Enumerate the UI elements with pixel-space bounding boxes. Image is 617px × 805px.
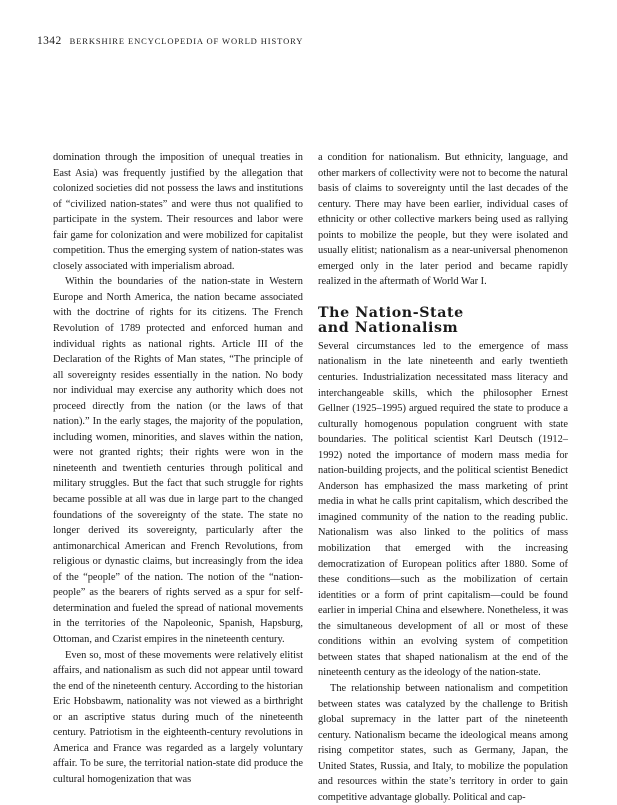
body-paragraph: domination through the imposition of unequal treaties in East Asia) was frequently justified by the allegation that colonized societies did not possess the laws and institutions of “civilized nation-states” and were thus not qualified to participate in the system. Their resources and labor were fair game for colonization and were mobilized for capitalist competition. Thus the emerging system of nation-states was closely associated with imperialism abroad. bbox=[53, 152, 303, 272]
running-title: BERKSHIRE ENCYCLOPEDIA OF WORLD HISTORY bbox=[69, 36, 304, 46]
body-paragraph: a condition for nationalism. But ethnicity, language, and other markers of collectivity were not to become the natural basis of claims to sovereignty until the last decades of the century. There may have been earlier, individual cases of ethnicity or other collective markers being used as rallying points to mobilize the people, but they were isolated and usually elitist; nationalism as a near-universal phenomenon emerged only in the later period and became rapidly realized in the aftermath of World War I. bbox=[318, 152, 568, 288]
section-heading-line: and Nationalism bbox=[318, 320, 459, 337]
page-number: 1342 bbox=[37, 35, 62, 47]
running-head bbox=[37, 35, 582, 47]
section-heading-line: The Nation-State bbox=[318, 304, 464, 321]
body-paragraph: Even so, most of these movements were relatively elitist affairs, and nationalism as such did not appear until toward the end of the nineteenth century. According to the historian Eric Hobsbawm, nationality was not viewed as a birthright or an ascriptive status during much of the nineteenth century. Patriotism in the eighteenth-century revolutions in America and France was regarded as a largely voluntary affair. To be sure, the territorial nation-state did produce the cultural homogenization that was bbox=[53, 649, 303, 785]
body-paragraph: The relationship between nationalism and competition between states was catalyzed by the challenge to British global supremacy in the latter part of the nineteenth century. Nationalism became the ideological means among rising competitor states, such as Germany, Japan, the United States, Russia, and Italy, to mobilize the population and resources within the state’s territory in order to gain competitive advantage globally. Political and cap- bbox=[318, 682, 568, 803]
right-column bbox=[318, 150, 568, 805]
body-paragraph: Within the boundaries of the nation-state in Western Europe and North America, the nation became associated with the doctrine of rights for its citizens. The French Revolution of 1789 protected and enforced human and individual rights as national rights. Article III of the Declaration of the Rights of Man states, “The principle of all sovereignty resides essentially in the nation. No body nor individual may exercise any authority which does not proceed directly from the nation (or the laws of that nation).” In the early stages, the majority of the population, including women, minorities, and slaves within the nation, were not granted rights; their rights were won in the nineteenth and twentieth centuries through political and military struggles. But the fact that such struggle for rights became possible at all was due in large part to the changed foundations of the sovereignty of the state. The state no longer derived its sovereignty, particularly after the antimonarchical American and French Revolutions, from religious or dynastic claims, but increasingly from the idea of the “people” of the nation. The notion of the “nation-people” as the bearers of rights served as a spur for self-determination and fueled the spread of national movements in the territories of the Napoleonic, Spanish, Hapsburg, Ottoman, and Czarist empires in the nineteenth century. bbox=[53, 276, 303, 645]
body-paragraph: Several circumstances led to the emergence of mass nationalism in the late nineteenth and early twentieth centuries. Industrialization necessitated mass literacy and interchangeable skills, which the philosopher Ernest Gellner (1925–1995) argued required the state to produce a culturally homogenous population congruent with state boundaries. The political scientist Karl Deutsch (1912–1992) noted the importance of modern mass media for nation-building projects, and the political scientist Benedict Anderson has emphasized the mass marketing of print media in what he calls print capitalism, which described the imagined community of the nation to the reading public. Nationalism was also linked to the politics of mass mobilization that emerged with the increasing democratization of European politics after 1880. Some of these conditions—such as the mobilization of certain identities or a form of print capitalism—could be found earlier in imperial China and elsewhere. Nonetheless, it was the simultaneous development of all or most of these conditions within an evolving system of competition between states that shaped nationalism at the end of the nineteenth century as the ideology of the nation-state. bbox=[318, 340, 568, 679]
left-column bbox=[53, 150, 303, 787]
section-heading bbox=[318, 306, 568, 337]
